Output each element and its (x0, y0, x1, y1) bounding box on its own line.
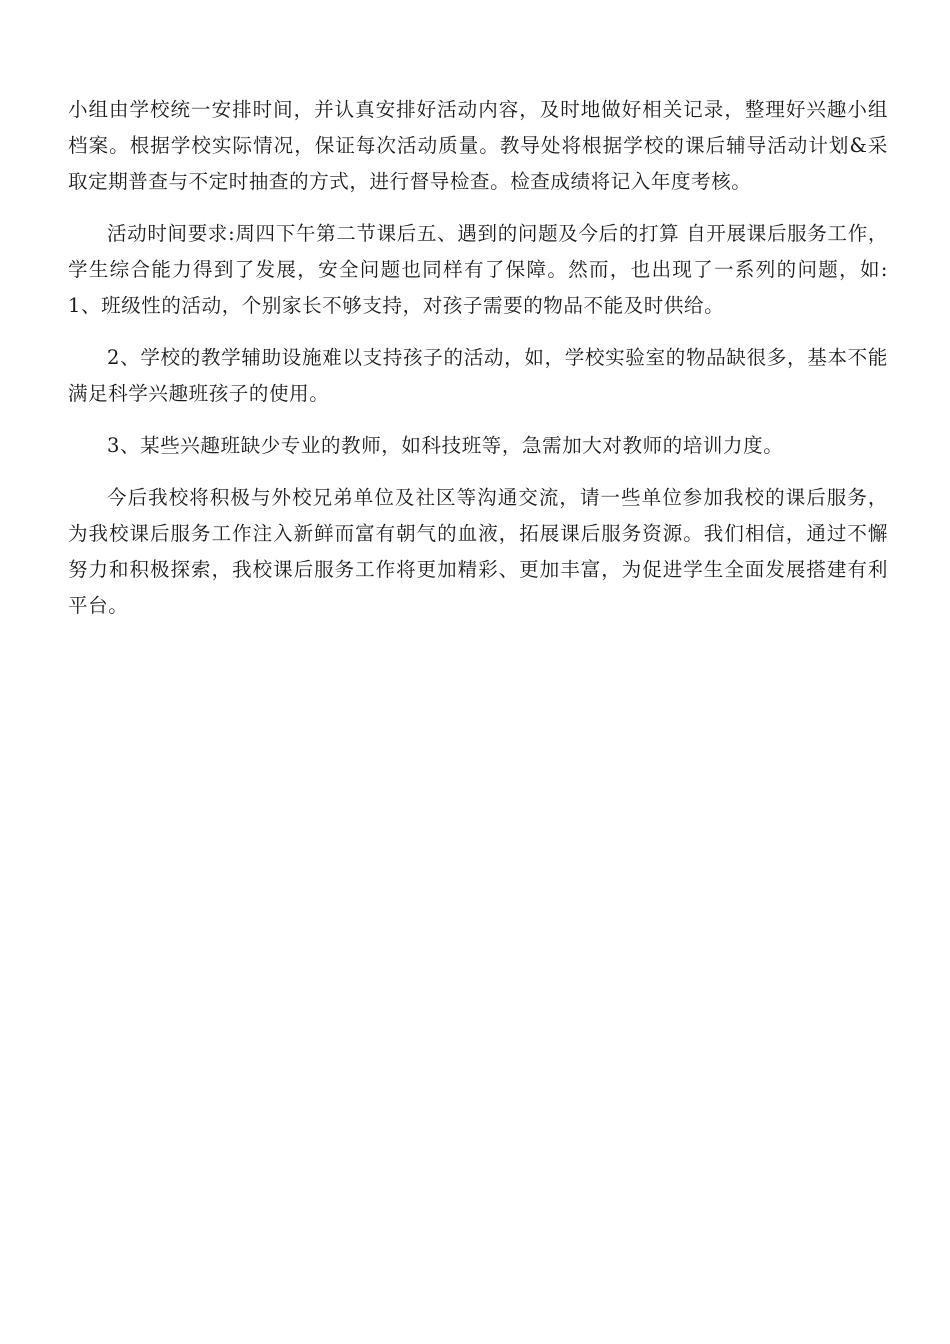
paragraph-1: 小组由学校统一安排时间，并认真安排好活动内容，及时地做好相关记录，整理好兴趣小组档案。根据学校实际情况，保证每次活动质量。教导处将根据学校的课后辅导活动计划&采取定期普查与不定时抽查的方式，进行督导检查。检查成绩将记入年度考核。 (68, 98, 888, 193)
document-body (68, 92, 888, 640)
paragraph-5: 今后我校将积极与外校兄弟单位及社区等沟通交流，请一些单位参加我校的课后服务，为我校课后服务工作注入新鲜而富有朝气的血液，拓展课后服务资源。我们相信，通过不懈努力和积极探索，我校课后服务工作将更加精彩、更加丰富，为促进学生全面发展搭建有利平台。 (68, 486, 888, 617)
paragraph-2: 活动时间要求:周四下午第二节课后五、遇到的问题及今后的打算 自开展课后服务工作，学生综合能力得到了发展，安全问题也同样有了保障。然而，也出现了一系列的问题，如: 1、班级性的活动，个别家长不够支持，对孩子需要的物品不能及时供给。 (68, 222, 888, 317)
paragraph-4: 3、某些兴趣班缺少专业的教师，如科技班等，急需加大对教师的培训力度。 (107, 434, 784, 457)
paragraph-3: 2、学校的教学辅助设施难以支持孩子的活动，如，学校实验室的物品缺很多，基本不能满足科学兴趣班孩子的使用。 (68, 346, 888, 405)
